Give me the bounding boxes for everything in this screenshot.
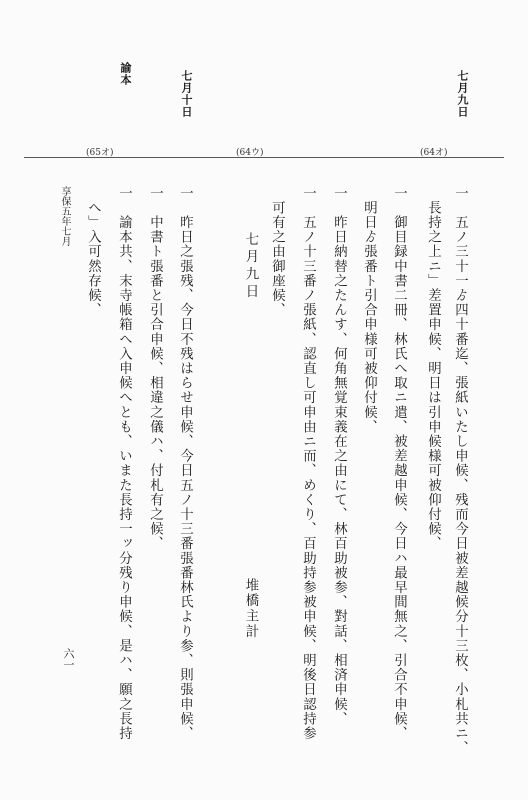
text-line-8: 一 昨日之張残、今日不残はらせ申候、今日五ノ十三番張番林氏より参、則張申候、 — [177, 186, 193, 741]
year-note: 享保五年七月 — [59, 186, 70, 246]
header-right-date: 七月九日 — [456, 70, 469, 118]
header-left-label: 諭本 — [119, 62, 132, 86]
text-line-7: 可有之由御座候、 — [269, 186, 285, 318]
text-line-9: 一 中書ト張番と引合申候、相違之儀ハ、付札有之候、 — [147, 186, 163, 551]
text-line-10: 一 諭本共、末寺帳箱へ入申候へとも、いまた長持一ッ分残り申候、是ハ、願之長持 — [116, 186, 132, 741]
text-line-6: 一 五ノ十三番ノ張紙、認直し可申由ニ而、めくり、百助持参被申候、明後日認持参 — [300, 186, 316, 741]
header-divider — [24, 157, 504, 158]
folio-middle: (64ウ) — [236, 148, 264, 158]
entry-date: 七月九日 — [243, 232, 258, 302]
text-line-1: 一 五ノ三十一ゟ四十番迄、張紙いたし申候、残而今日被差越候分十三枚、小札共ニ、 — [452, 186, 468, 756]
folio-right: (64オ) — [420, 148, 448, 158]
text-line-5: 一 昨日納替之たんす、何角無覚束義在之由にて、林百助被参、對話、相済申候、 — [331, 186, 347, 727]
header-middle-date: 七月十日 — [180, 70, 193, 118]
folio-left: (65オ) — [86, 148, 114, 158]
signature: 堆橋主計 — [243, 578, 258, 640]
text-line-2: 長持之上ニ」差置申候、明日は引申候様可被仰付候、 — [425, 186, 441, 551]
text-line-3: 一 御目録中書二冊、林氏へ取ニ遣、被差越申候、今日ハ最早間無之、引合不申候、 — [391, 186, 407, 741]
page-number: 六一 — [62, 648, 75, 670]
text-line-11: へ」入可然存候、 — [85, 186, 101, 318]
text-line-4: 明日ゟ張番ト引合申様可被仰付候、 — [361, 186, 377, 435]
